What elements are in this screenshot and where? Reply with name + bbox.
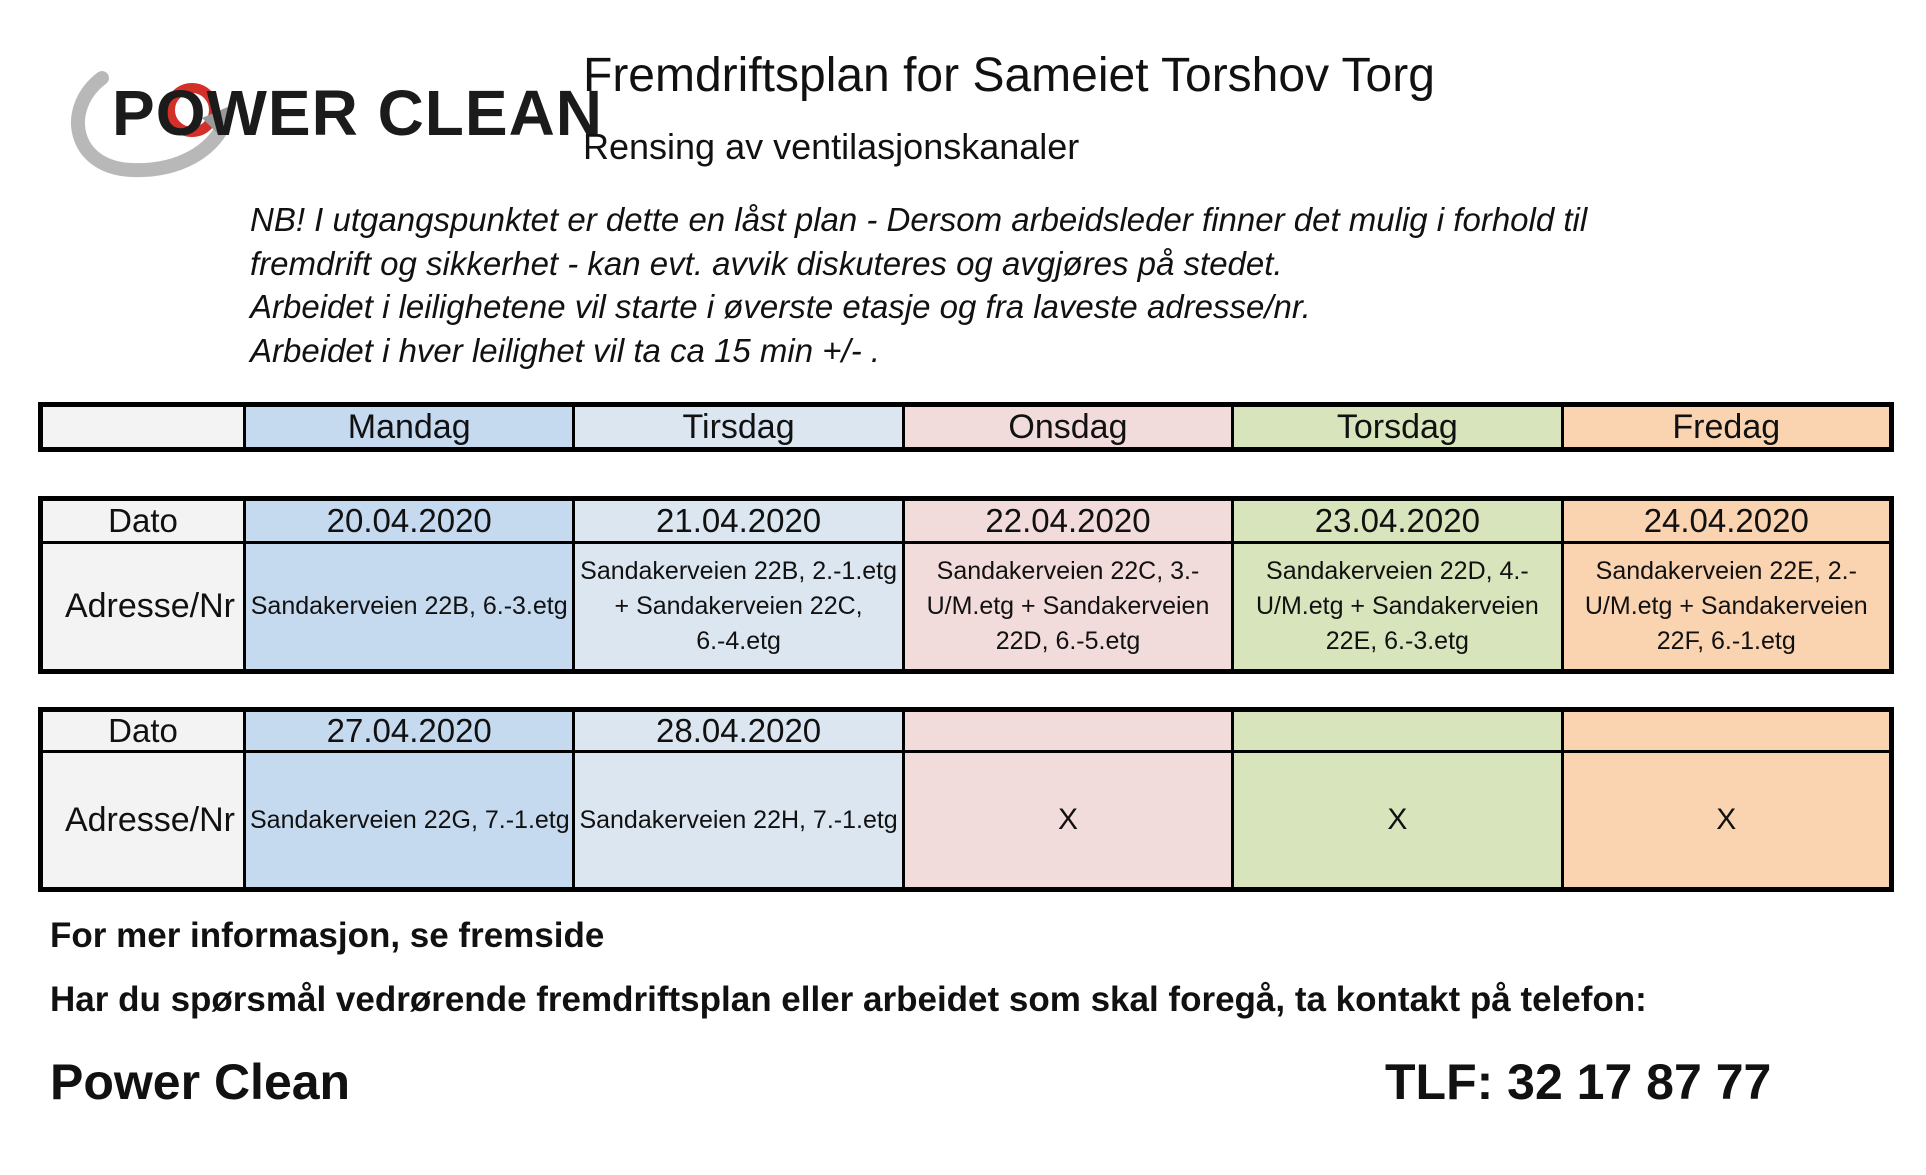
address-cell: Sandakerveien 22G, 7.-1.etg (245, 752, 574, 890)
address-cell: Sandakerveien 22B, 6.-3.etg (245, 543, 574, 672)
date-cell: 27.04.2020 (245, 710, 574, 752)
notice-line: Arbeidet i leilighetene vil starte i øverste etasje og fra laveste adresse/nr. (250, 288, 1311, 325)
address-cell: Sandakerveien 22E, 2.-U/M.etg + Sandakerveien 22F, 6.-1.etg (1562, 543, 1891, 672)
address-label: Adresse/Nr (41, 543, 245, 672)
company-name: Power Clean (50, 1054, 351, 1110)
date-label: Dato (41, 499, 245, 543)
week-1-table (38, 496, 1894, 674)
page-title: Fremdriftsplan for Sameiet Torshov Torg (583, 49, 1435, 102)
company-logo (62, 58, 603, 188)
notice-line: Arbeidet i hver leilighet vil ta ca 15 min +/- . (250, 331, 881, 369)
day-header-wednesday: Onsdag (903, 405, 1232, 450)
notice-text (250, 198, 1587, 372)
logo-text: POWER CLEAN (112, 77, 603, 149)
date-cell: 24.04.2020 (1562, 499, 1891, 543)
phone-number: TLF: 32 17 87 77 (1385, 1054, 1772, 1110)
day-header-friday: Fredag (1562, 405, 1891, 450)
page-subtitle: Rensing av ventilasjonskanaler (583, 126, 1080, 167)
notice-line: NB! I utgangspunktet er dette en låst plan - Dersom arbeidsleder finner det mulig i forhold til (250, 201, 1588, 238)
date-cell: 20.04.2020 (245, 499, 574, 543)
day-header-table (38, 402, 1894, 452)
day-header-tuesday: Tirsdag (574, 405, 903, 450)
date-cell (1562, 710, 1891, 752)
address-cell-empty-mark: X (1233, 752, 1562, 890)
header-corner (41, 405, 245, 450)
address-cell-empty-mark: X (903, 752, 1232, 890)
address-label: Adresse/Nr (41, 752, 245, 890)
date-cell: 22.04.2020 (903, 499, 1232, 543)
address-cell-empty-mark: X (1562, 752, 1891, 890)
date-cell (1233, 710, 1562, 752)
address-cell: Sandakerveien 22H, 7.-1.etg (574, 752, 903, 890)
address-cell: Sandakerveien 22B, 2.-1.etg + Sandakerveien 22C, 6.-4.etg (574, 543, 903, 672)
address-cell: Sandakerveien 22C, 3.-U/M.etg + Sandakerveien 22D, 6.-5.etg (903, 543, 1232, 672)
date-cell (903, 710, 1232, 752)
address-cell: Sandakerveien 22D, 4.-U/M.etg + Sandakerveien 22E, 6.-3.etg (1233, 543, 1562, 672)
date-cell: 21.04.2020 (574, 499, 903, 543)
date-cell: 28.04.2020 (574, 710, 903, 752)
week-2-table (38, 707, 1894, 892)
day-header-thursday: Torsdag (1233, 405, 1562, 450)
date-cell: 23.04.2020 (1233, 499, 1562, 543)
notice-line: fremdrift og sikkerhet - kan evt. avvik diskuteres og avgjøres på stedet. (250, 244, 1283, 282)
info-text: For mer informasjon, se fremside (50, 916, 605, 955)
date-label: Dato (41, 710, 245, 752)
contact-text: Har du spørsmål vedrørende fremdriftsplan eller arbeidet som skal foregå, ta kontakt på telefon: (50, 980, 1647, 1019)
day-header-monday: Mandag (245, 405, 574, 450)
